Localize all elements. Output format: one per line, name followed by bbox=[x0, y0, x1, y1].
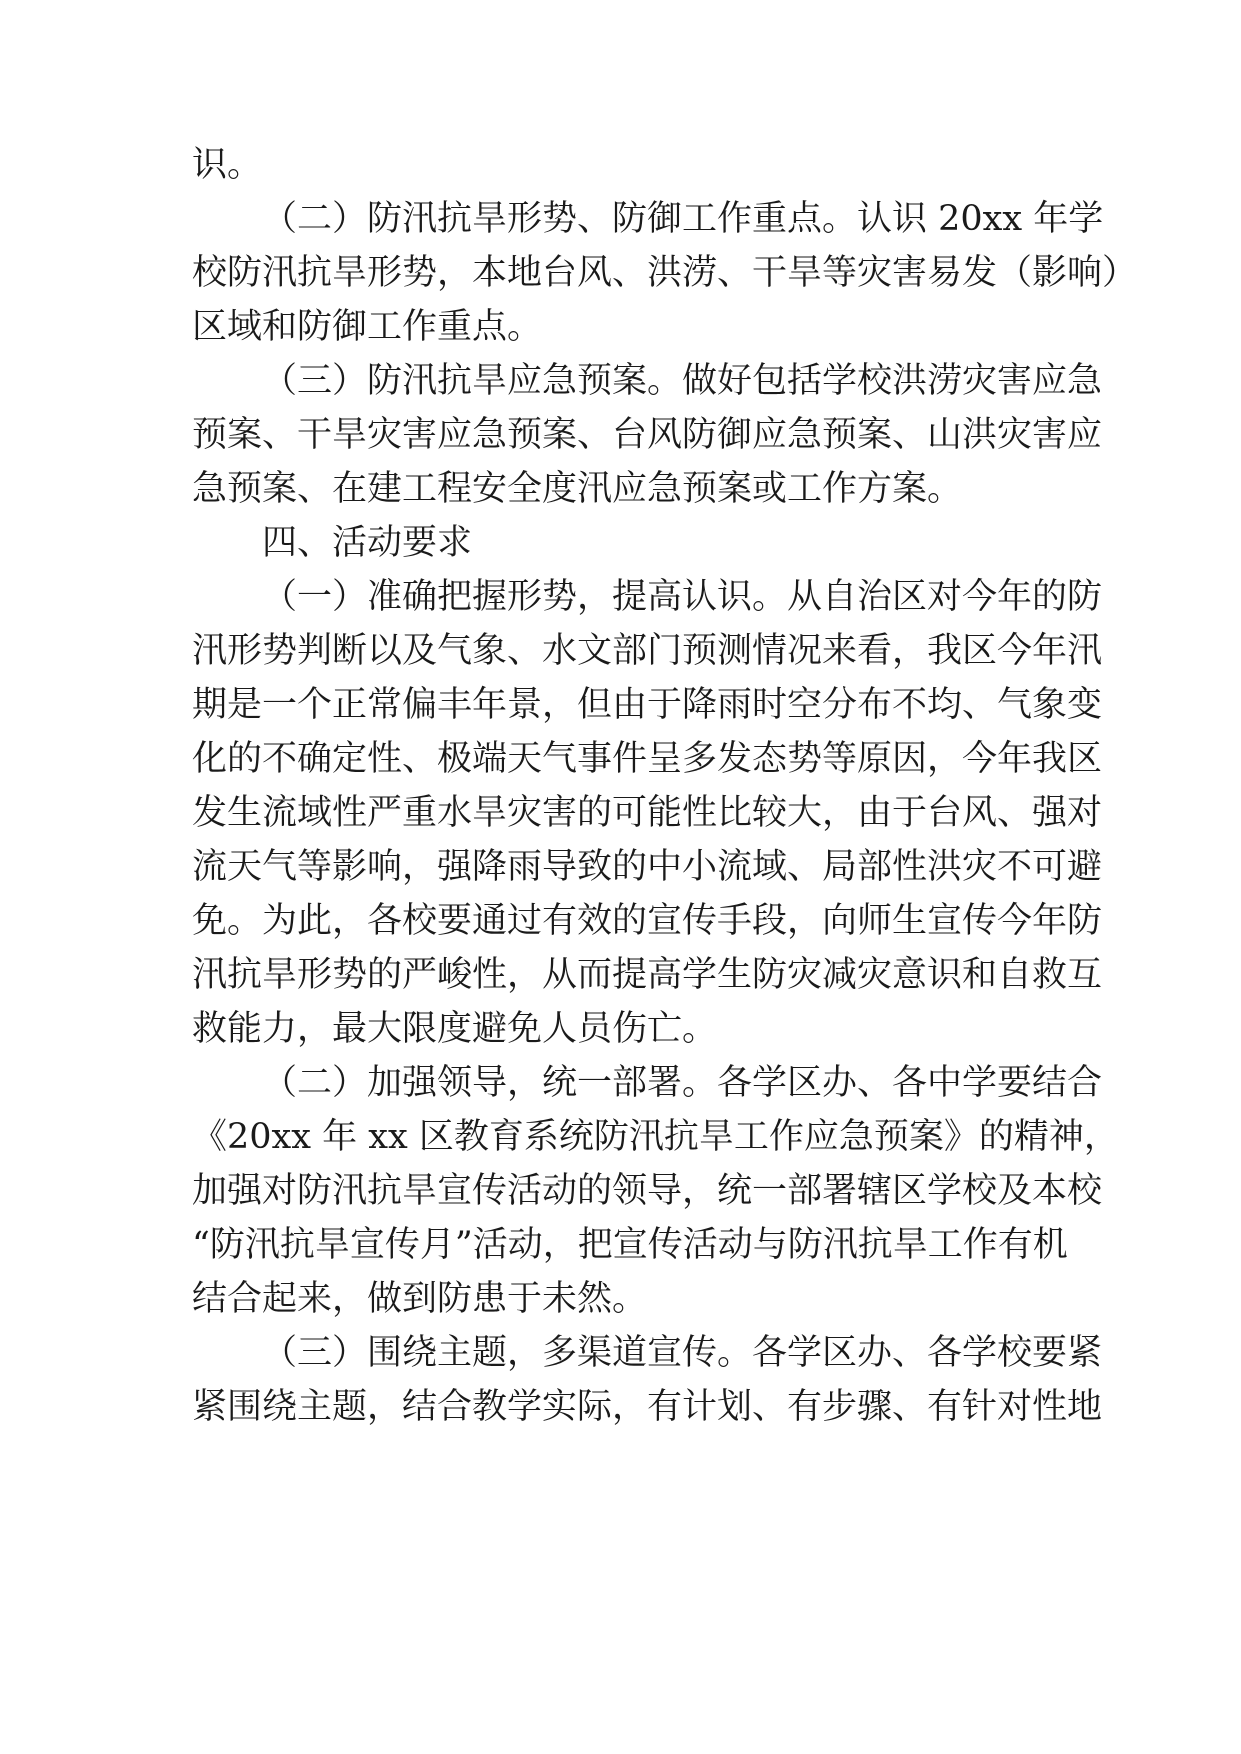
text-line: 《20xx 年 xx 区教育系统防汛抗旱工作应急预案》的精神， bbox=[192, 1117, 1119, 1157]
text-line: 识。 bbox=[192, 145, 263, 185]
text-line: （二）防汛抗旱形势、防御工作重点。认识 20xx 年学 bbox=[262, 199, 1104, 239]
text-line: 发生流域性严重水旱灾害的可能性比较大，由于台风、强对 bbox=[192, 793, 1103, 833]
text-line: 汛抗旱形势的严峻性，从而提高学生防灾减灾意识和自救互 bbox=[192, 955, 1103, 995]
text-line: （二）加强领导，统一部署。各学区办、各中学要结合 bbox=[262, 1063, 1103, 1103]
text-line: 急预案、在建工程安全度汛应急预案或工作方案。 bbox=[192, 469, 963, 509]
text-line: （三）防汛抗旱应急预案。做好包括学校洪涝灾害应急 bbox=[262, 361, 1103, 401]
section-heading: 四、活动要求 bbox=[262, 523, 473, 563]
text-line: 期是一个正常偏丰年景，但由于降雨时空分布不均、气象变 bbox=[192, 685, 1103, 725]
text-line: 校防汛抗旱形势，本地台风、洪涝、干旱等灾害易发（影响） bbox=[192, 253, 1138, 293]
text-line: 免。为此，各校要通过有效的宣传手段，向师生宣传今年防 bbox=[192, 901, 1103, 941]
text-line: 流天气等影响，强降雨导致的中小流域、局部性洪灾不可避 bbox=[192, 847, 1103, 887]
text-line: 救能力，最大限度避免人员伤亡。 bbox=[192, 1009, 718, 1049]
text-line: （一）准确把握形势，提高认识。从自治区对今年的防 bbox=[262, 577, 1103, 617]
text-line: 紧围绕主题，结合教学实际，有计划、有步骤、有针对性地 bbox=[192, 1387, 1103, 1427]
text-line: 汛形势判断以及气象、水文部门预测情况来看，我区今年汛 bbox=[192, 631, 1103, 671]
text-line: 预案、干旱灾害应急预案、台风防御应急预案、山洪灾害应 bbox=[192, 415, 1103, 455]
text-line: “防汛抗旱宣传月”活动，把宣传活动与防汛抗旱工作有机 bbox=[192, 1225, 1068, 1265]
text-line: 加强对防汛抗旱宣传活动的领导，统一部署辖区学校及本校 bbox=[192, 1171, 1103, 1211]
text-line: 结合起来，做到防患于未然。 bbox=[192, 1279, 648, 1319]
text-line: 化的不确定性、极端天气事件呈多发态势等原因，今年我区 bbox=[192, 739, 1103, 779]
text-line: （三）围绕主题，多渠道宣传。各学区办、各学校要紧 bbox=[262, 1333, 1103, 1373]
text-line: 区域和防御工作重点。 bbox=[192, 307, 543, 347]
